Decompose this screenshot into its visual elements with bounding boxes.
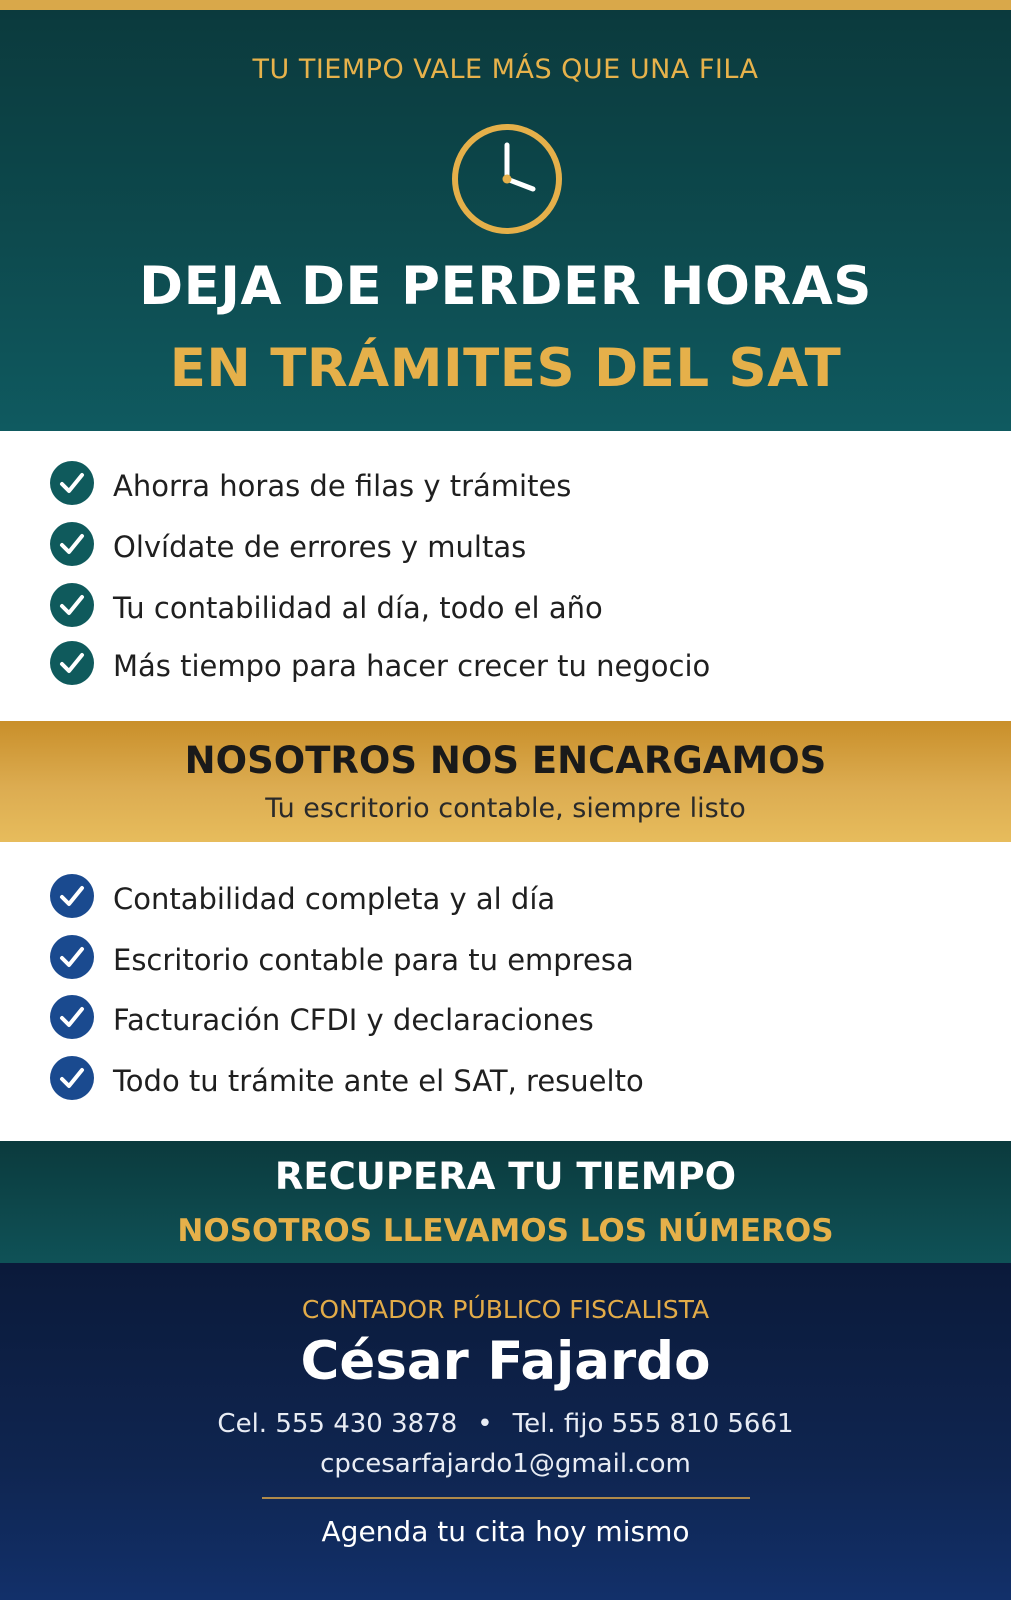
gold-band: [0, 721, 1011, 842]
benefit-text: Tu contabilidad al día, todo el año: [113, 591, 603, 625]
benefit-text: Más tiempo para hacer crecer tu negocio: [113, 649, 711, 683]
closing-band: [0, 1141, 1011, 1263]
hero-tagline: TU TIEMPO VALE MÁS QUE UNA FILA: [252, 54, 759, 85]
closing-title: RECUPERA TU TIEMPO: [274, 1155, 737, 1198]
check-icon: [50, 641, 94, 685]
benefits-list: [0, 431, 1011, 721]
services-list: [0, 842, 1011, 1141]
contact-name: César Fajardo: [300, 1331, 711, 1392]
hero-title-line-1: DEJA DE PERDER HORAS: [139, 256, 872, 317]
hero-section: [0, 10, 1011, 431]
contact-role: CONTADOR PÚBLICO FISCALISTA: [301, 1295, 710, 1324]
hero-title-line-2: EN TRÁMITES DEL SAT: [169, 338, 842, 399]
benefit-text: Olvídate de errores y multas: [113, 530, 527, 564]
check-icon: [50, 995, 94, 1039]
separator-dot: •: [477, 1409, 493, 1439]
service-text: Contabilidad completa y al día: [113, 882, 556, 916]
service-text: Escritorio contable para tu empresa: [113, 943, 634, 977]
service-text: Todo tu trámite ante el SAT, resuelto: [113, 1064, 644, 1098]
landline-phone[interactable]: Tel. fijo 555 810 5661: [512, 1409, 794, 1439]
contact-phones: [0, 1409, 1011, 1439]
benefit-text: Ahorra horas de filas y trámites: [113, 469, 572, 503]
check-icon: [50, 1056, 94, 1100]
clock-icon: [449, 121, 565, 237]
service-text: Facturación CFDI y declaraciones: [113, 1003, 594, 1037]
check-icon: [50, 935, 94, 979]
band-subtitle: Tu escritorio contable, siempre listo: [265, 793, 746, 824]
divider: [262, 1497, 750, 1499]
check-icon: [50, 583, 94, 627]
band-title: NOSOTROS NOS ENCARGAMOS: [184, 739, 827, 782]
call-to-action: Agenda tu cita hoy mismo: [321, 1515, 690, 1548]
closing-subtitle: NOSOTROS LLEVAMOS LOS NÚMEROS: [177, 1213, 834, 1249]
mobile-phone[interactable]: Cel. 555 430 3878: [217, 1409, 458, 1439]
contact-email[interactable]: cpcesarfajardo1@gmail.com: [320, 1449, 691, 1479]
check-icon: [50, 874, 94, 918]
contact-footer: [0, 1263, 1011, 1600]
top-gold-strip: [0, 0, 1011, 10]
check-icon: [50, 461, 94, 505]
check-icon: [50, 522, 94, 566]
